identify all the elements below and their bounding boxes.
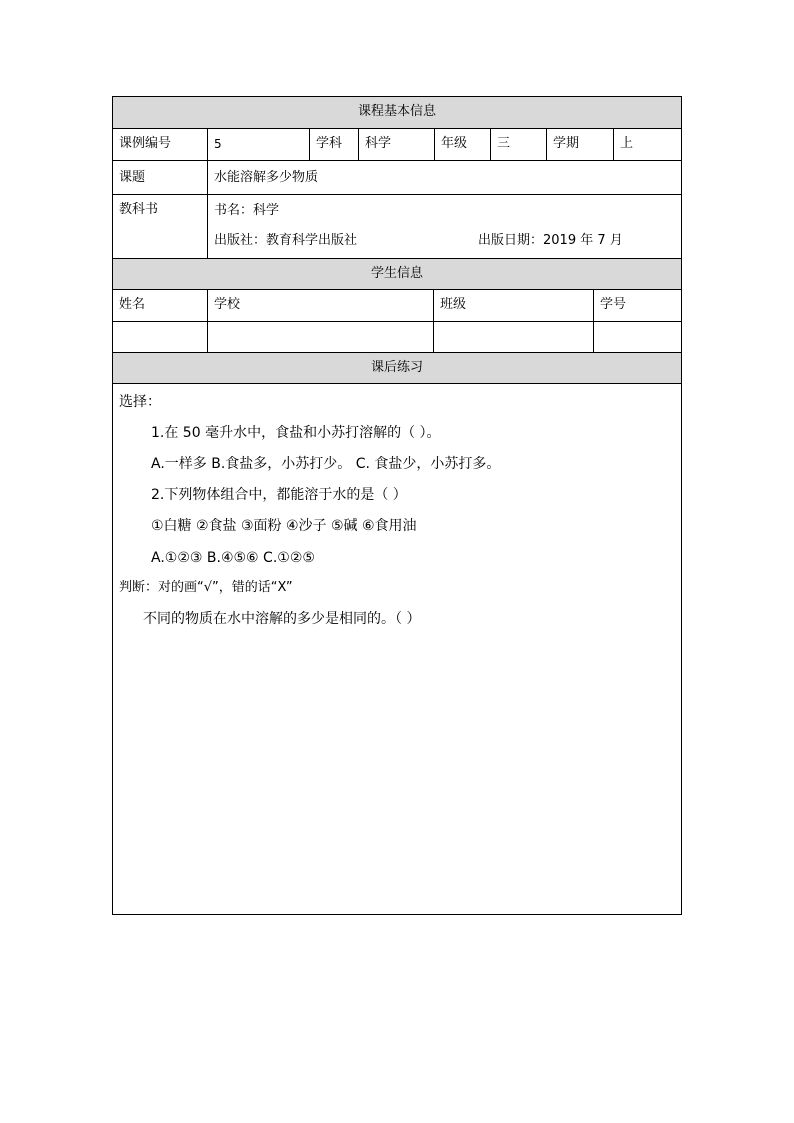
section-header-exercises — [113, 353, 681, 384]
question-2-options: A.①②③ B.④⑤⑥ C.①②⑤ — [151, 550, 315, 566]
label-student-id: 学号 — [600, 297, 627, 312]
section-title: 课后练习 — [370, 360, 423, 375]
grade-value: 三 — [491, 129, 547, 160]
label-textbook: 教科书 — [113, 195, 208, 258]
student-info-value-row — [113, 322, 681, 353]
textbook-details — [208, 195, 681, 258]
school-field[interactable] — [208, 322, 434, 352]
course-info-row — [113, 129, 681, 161]
exercise-area — [113, 384, 681, 914]
name-field[interactable] — [113, 322, 208, 352]
judge-heading: 判断：对的画“√”，错的话“X” — [119, 580, 293, 595]
publisher: 出版社：教育科学出版社 — [214, 233, 358, 248]
topic-row — [113, 161, 681, 195]
question-2-items: ①白糖 ②食盐 ③面粉 ④沙子 ⑤碱 ⑥食用油 — [151, 518, 417, 534]
lesson-worksheet-table — [112, 96, 682, 915]
label-grade: 年级 — [435, 129, 491, 160]
section-header-course-info — [113, 97, 681, 129]
judge-question-1: 不同的物质在水中溶解的多少是相同的。（ ） — [143, 611, 421, 627]
label-school: 学校 — [208, 290, 434, 321]
label-case-number: 课例编号 — [113, 129, 208, 160]
class-field[interactable] — [434, 322, 594, 352]
textbook-row — [113, 195, 681, 259]
topic-value: 水能溶解多少物质 — [214, 170, 319, 185]
term-value: 上 — [620, 136, 634, 151]
section-title: 课程基本信息 — [357, 104, 436, 119]
case-number-value: 5 — [208, 129, 310, 160]
choice-heading: 选择： — [119, 394, 161, 410]
question-2: 2.下列物体组合中，都能溶于水的是（ ） — [151, 487, 407, 503]
book-name: 书名：科学 — [214, 203, 280, 218]
student-id-field[interactable] — [594, 322, 681, 352]
publish-date: 出版日期：2019 年 7 月 — [478, 233, 623, 248]
label-subject: 学科 — [310, 129, 359, 160]
question-1: 1.在 50 毫升水中，食盐和小苏打溶解的（ ）。 — [151, 425, 441, 441]
student-info-header-row — [113, 290, 681, 322]
section-title: 学生信息 — [370, 266, 423, 281]
question-1-options: A.一样多 B.食盐多，小苏打少。 C. 食盐少，小苏打多。 — [151, 456, 501, 472]
section-header-student-info — [113, 259, 681, 290]
label-class: 班级 — [434, 290, 594, 321]
label-name: 姓名 — [113, 290, 208, 321]
subject-value: 科学 — [359, 129, 435, 160]
label-term: 学期 — [547, 129, 614, 160]
label-topic: 课题 — [113, 161, 208, 194]
